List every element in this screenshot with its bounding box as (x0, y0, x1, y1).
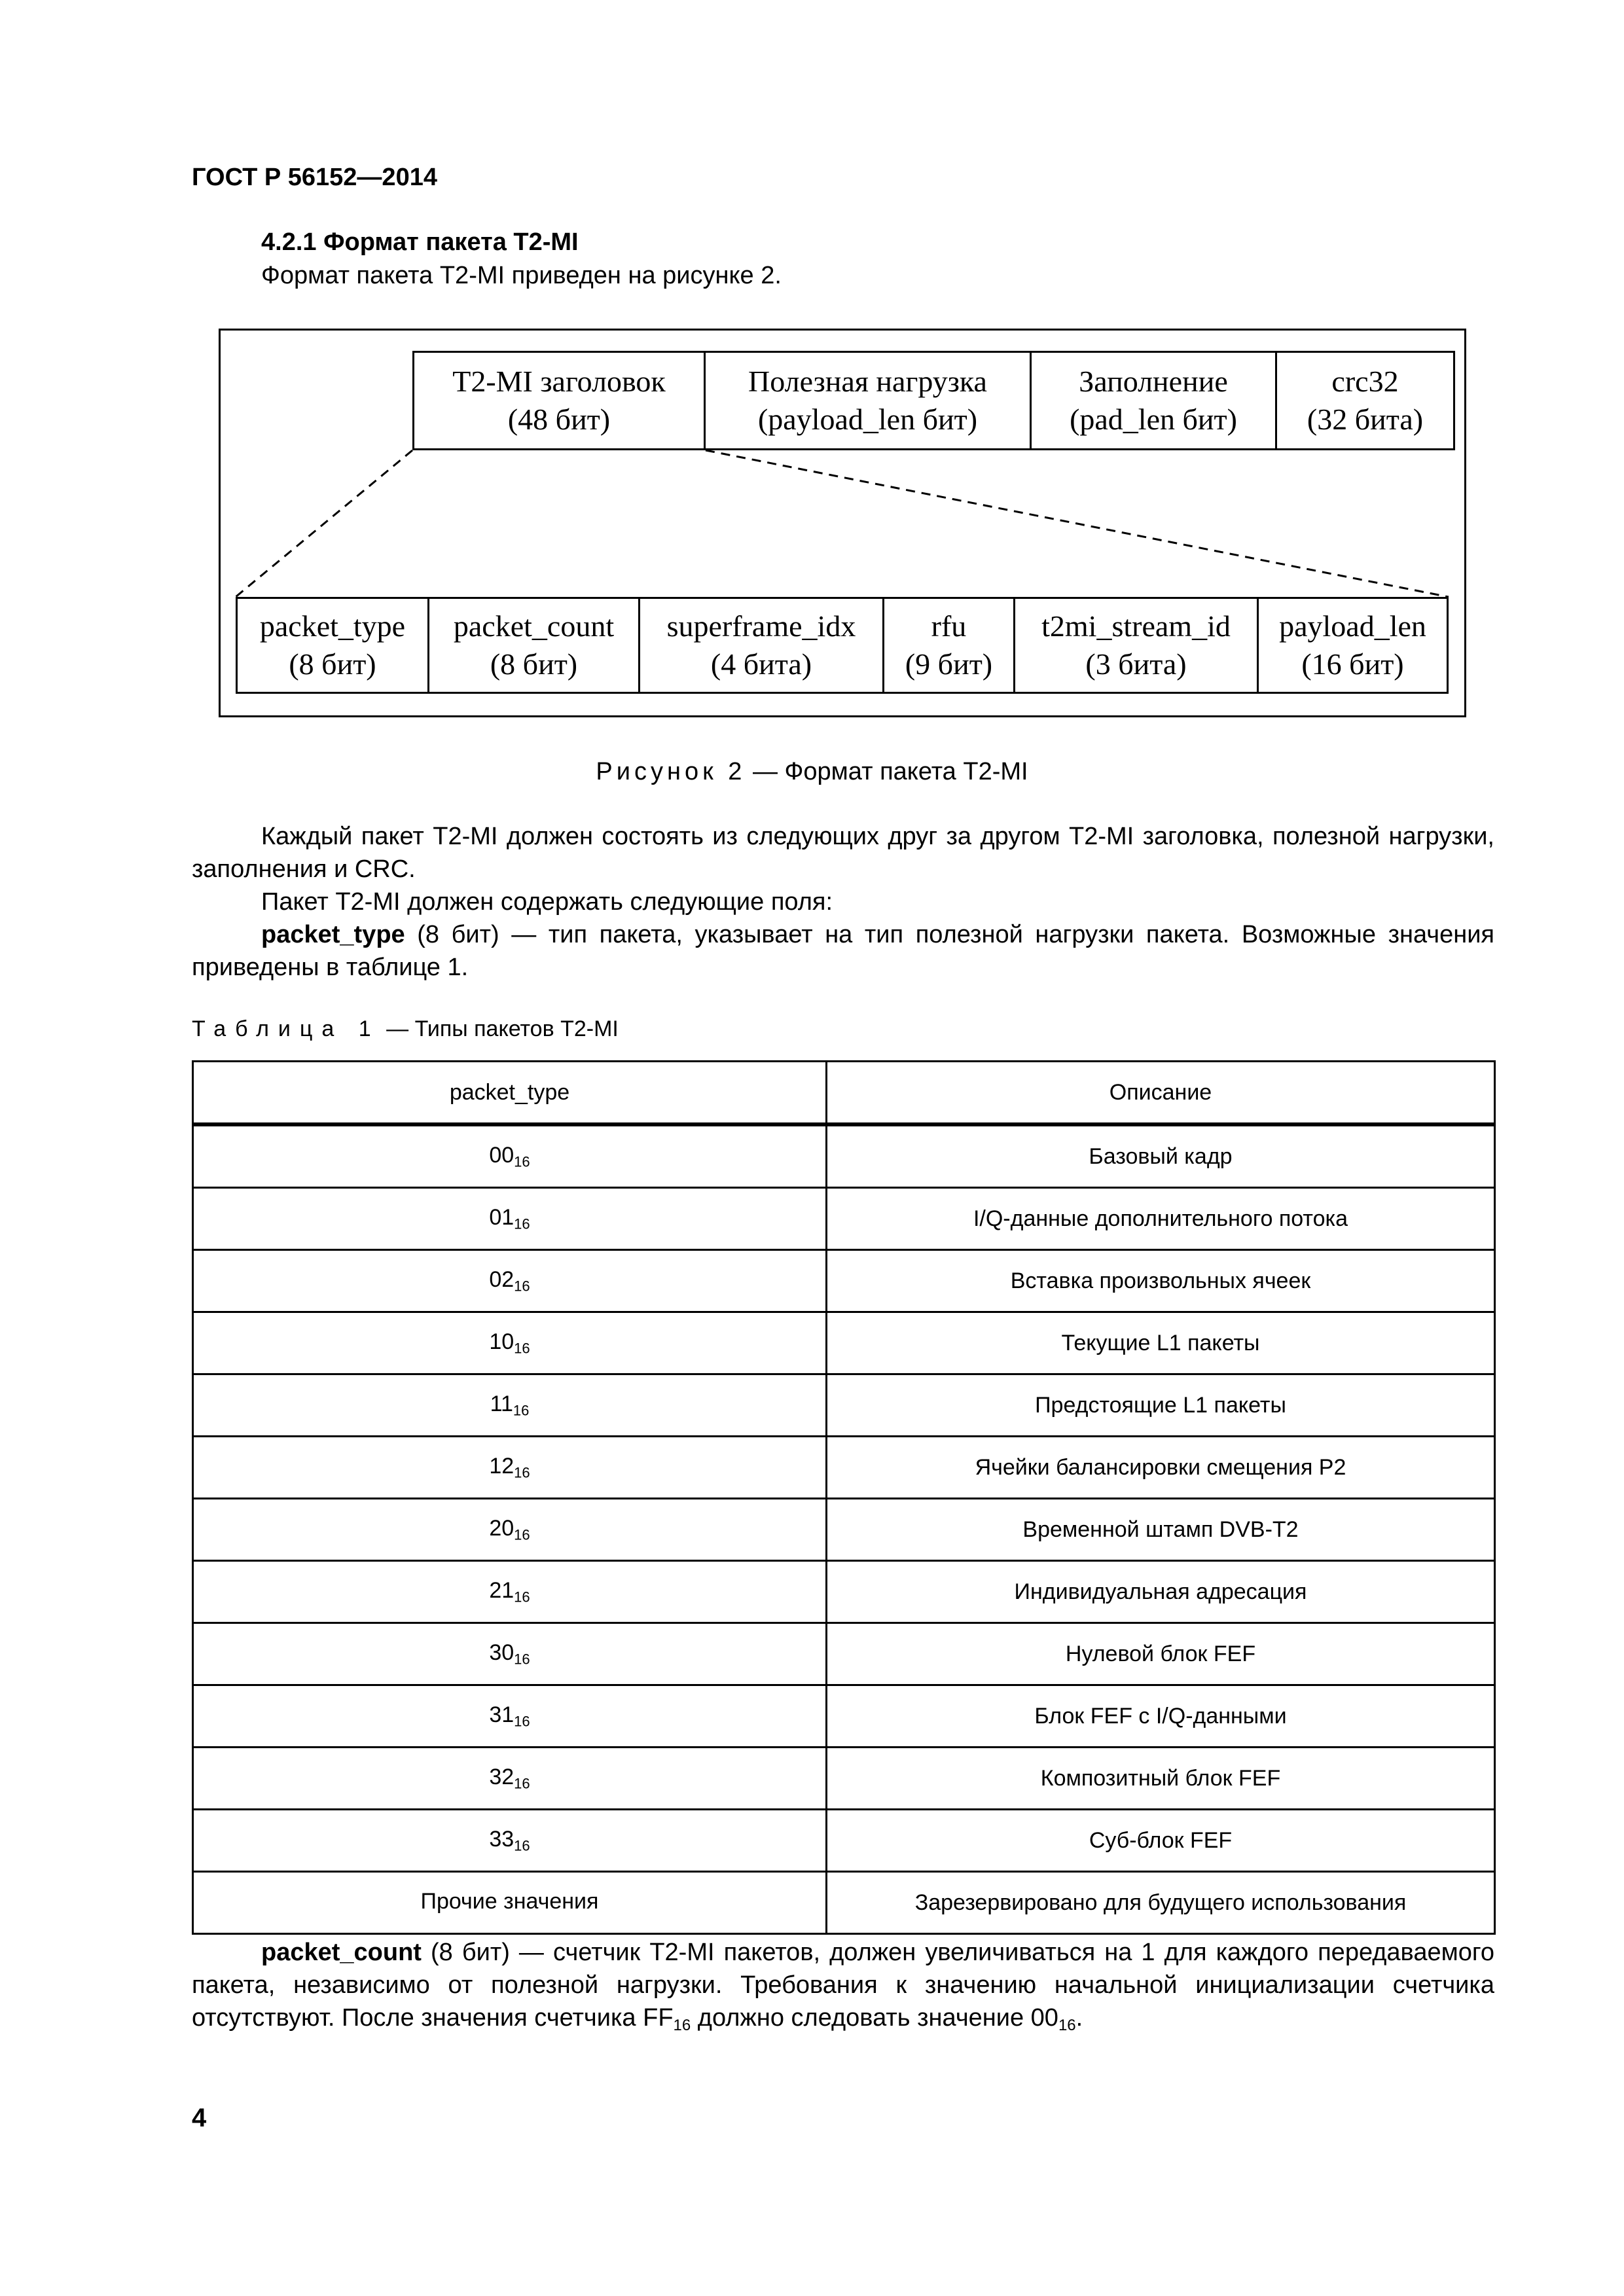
packet-type-cell: $10_{16}$ (193, 1312, 827, 1374)
packet-types-table (192, 1060, 1496, 1935)
crc32-box-name: crc32 (1331, 365, 1399, 398)
packet-type-cell: $00_{16}$ (193, 1124, 827, 1188)
paragraph-packet-count: packet_count (8 бит) — счетчик T2-MI пакетов, должен увеличиваться на 1 для каждого передаваемого пакета, независимо от полезной нагрузки. Требования к значению начальной инициализации счетчика отсутствуют. После значения счетчика $FF_{16}$ должно следовать значение $00_{16}$. (192, 1939, 1494, 2035)
description-cell: Суб-блок FEF (827, 1810, 1495, 1872)
description-cell: Индивидуальная адресация (827, 1561, 1495, 1623)
description-cell: Текущие L1 пакеты (827, 1312, 1495, 1374)
field-rfu-size: (9 бит) (905, 647, 993, 681)
header-fields-row (236, 597, 1449, 694)
table-row (193, 1623, 1495, 1685)
section-title: 4.2.1 Формат пакета T2-MI (261, 228, 579, 256)
table-caption-text: — Типы пакетов T2-MI (380, 1016, 619, 1041)
payload-box-name: Полезная нагрузка (748, 365, 987, 398)
packet-type-cell: $33_{16}$ (193, 1810, 827, 1872)
table-row (193, 1250, 1495, 1312)
term-packet-type: packet_type (261, 921, 405, 948)
description-cell: Зарезервировано для будущего использования (827, 1872, 1495, 1934)
field-superframe-idx-name: superframe_idx (666, 609, 856, 643)
figure-caption-text: — Формат пакета T2-MI (746, 758, 1028, 785)
figure-caption-label: Рисунок 2 (596, 758, 746, 785)
table-row (193, 1188, 1495, 1250)
field-packet-count-size: (8 бит) (490, 647, 578, 681)
table-caption-label: Таблица 1 (192, 1016, 380, 1041)
packet-type-cell: $21_{16}$ (193, 1561, 827, 1623)
packet-type-description: (8 бит) — тип пакета, указывает на тип полезной нагрузки пакета. Возможные значения приведены в таблице 1. (192, 921, 1494, 981)
table-row (193, 1872, 1495, 1934)
paragraph-fields-intro: Пакет T2-MI должен содержать следующие поля: (261, 888, 833, 916)
description-cell: Композитный блок FEF (827, 1748, 1495, 1810)
table-row (193, 1810, 1495, 1872)
description-cell: Временной штамп DVB-T2 (827, 1499, 1495, 1561)
header-box-name: T2-MI заголовок (452, 365, 666, 398)
field-t2mi-stream-id-size: (3 бита) (1085, 647, 1187, 681)
description-cell: Нулевой блок FEF (827, 1623, 1495, 1685)
table-row (193, 1499, 1495, 1561)
field-packet-type (236, 597, 429, 694)
description-cell: Ячейки балансировки смещения P2 (827, 1437, 1495, 1499)
table-row (193, 1437, 1495, 1499)
description-cell: I/Q-данные дополнительного потока (827, 1188, 1495, 1250)
expansion-line-left (236, 450, 412, 597)
standard-number: ГОСТ Р 56152—2014 (192, 164, 437, 191)
packet-type-cell: Прочие значения (193, 1872, 827, 1934)
field-t2mi-stream-id (1015, 597, 1259, 694)
field-rfu-name: rfu (931, 609, 967, 643)
packet-type-cell: $31_{16}$ (193, 1685, 827, 1748)
field-packet-type-size: (8 бит) (289, 647, 376, 681)
table-caption (192, 1016, 619, 1042)
table-row (193, 1748, 1495, 1810)
field-t2mi-stream-id-name: t2mi_stream_id (1041, 609, 1231, 643)
expansion-line-right (706, 450, 1449, 597)
table-row (193, 1561, 1495, 1623)
field-superframe-idx (640, 597, 884, 694)
column-header-packet-type: packet_type (193, 1062, 827, 1125)
payload-box-size: (payload_len бит) (757, 403, 978, 436)
field-payload-len-name: payload_len (1279, 609, 1426, 643)
figure-caption (0, 758, 1624, 786)
packet-type-cell: $11_{16}$ (193, 1374, 827, 1437)
packet-type-cell: $12_{16}$ (193, 1437, 827, 1499)
packet-type-cell: $01_{16}$ (193, 1188, 827, 1250)
field-rfu (884, 597, 1015, 694)
packet-type-cell: $02_{16}$ (193, 1250, 827, 1312)
table-header-row (193, 1062, 1495, 1125)
packet-type-cell: $32_{16}$ (193, 1748, 827, 1810)
description-cell: Вставка произвольных ячеек (827, 1250, 1495, 1312)
packet-type-cell: $30_{16}$ (193, 1623, 827, 1685)
paragraph-packet-type (192, 918, 1494, 984)
field-packet-count (429, 597, 640, 694)
description-cell: Базовый кадр (827, 1124, 1495, 1188)
table-row (193, 1374, 1495, 1437)
page-number: 4 (192, 2104, 207, 2132)
field-payload-len-size: (16 бит) (1301, 647, 1404, 681)
table-row (193, 1124, 1495, 1188)
description-cell: Блок FEF с I/Q-данными (827, 1685, 1495, 1748)
section-intro: Формат пакета T2-MI приведен на рисунке 2. (261, 262, 782, 289)
field-payload-len (1259, 597, 1449, 694)
table-row (193, 1685, 1495, 1748)
table-row (193, 1312, 1495, 1374)
packet-type-cell: $20_{16}$ (193, 1499, 827, 1561)
description-cell: Предстоящие L1 пакеты (827, 1374, 1495, 1437)
field-packet-count-name: packet_count (453, 609, 615, 643)
padding-box-name: Заполнение (1079, 365, 1228, 398)
padding-box-size: (pad_len бит) (1070, 403, 1237, 436)
field-superframe-idx-size: (4 бита) (710, 647, 812, 681)
crc32-box-size: (32 бита) (1307, 403, 1424, 436)
paragraph-packet-composition: Каждый пакет T2-MI должен состоять из следующих друг за другом T2-MI заголовка, полезной нагрузки, заполнения и CRC. (192, 823, 1494, 883)
column-header-description: Описание (827, 1062, 1495, 1125)
term-packet-count: packet_count (261, 1939, 422, 1966)
header-box-size: (48 бит) (507, 403, 611, 436)
field-packet-type-name: packet_type (259, 609, 406, 643)
